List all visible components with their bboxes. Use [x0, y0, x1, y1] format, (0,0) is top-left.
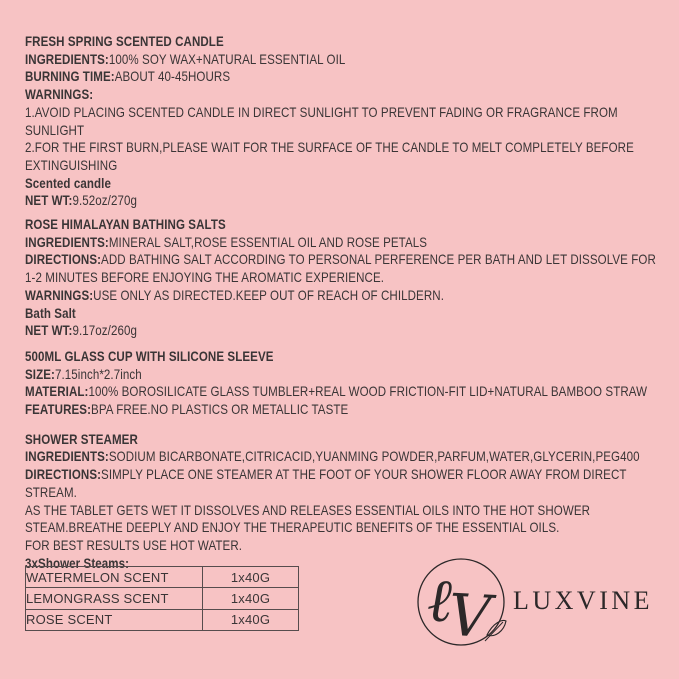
- section-bathing-salts: [25, 216, 679, 340]
- scent-cell: ROSE SCENT: [26, 609, 203, 630]
- text-line: 3xShower Steams:: [25, 555, 130, 571]
- text-line: NET WT:9.17oz/260g: [25, 323, 138, 339]
- table-row: [26, 609, 299, 630]
- text-line: MATERIAL:100% BOROSILICATE GLASS TUMBLER+REAL WOOD FRICTION-FIT LID+NATURAL BAMBOO STRAW: [25, 384, 648, 400]
- section-glass-cup: [25, 348, 679, 419]
- text-line: FEATURES:BPA FREE.NO PLASTICS OR METALLIC TASTE: [25, 402, 349, 418]
- text-line: STEAM.BREATHE DEEPLY AND ENJOY THE THERAPEUTIC BENEFITS OF THE ESSENTIAL OILS.: [25, 520, 560, 536]
- monogram-letter-l: ℓ: [427, 566, 452, 636]
- section-title: FRESH SPRING SCENTED CANDLE: [25, 34, 224, 49]
- text-line: DIRECTIONS:ADD BATHING SALT ACCORDING TO PERSONAL PERFERENCE PER BATH AND LET DISSOLVE FOR: [25, 252, 656, 268]
- text-line: SIZE:7.15inch*2.7inch: [25, 366, 142, 382]
- text-line: INGREDIENTS:MINERAL SALT,ROSE ESSENTIAL OIL AND ROSE PETALS: [25, 234, 428, 250]
- brand-name: LUXVINE: [513, 586, 654, 615]
- shower-steamer-table: [25, 566, 299, 631]
- text-line: 2.FOR THE FIRST BURN,PLEASE WAIT FOR THE SURFACE OF THE CANDLE TO MELT COMPLETELY BEFORE: [25, 140, 634, 156]
- text-line: WARNINGS:USE ONLY AS DIRECTED.KEEP OUT OF REACH OF CHILDERN.: [25, 287, 445, 303]
- text-line: NET WT:9.52oz/270g: [25, 193, 138, 209]
- text-line: STREAM.: [25, 484, 77, 500]
- text-line: 1-2 MINUTES BEFORE ENJOYING THE AROMATIC EXPERIENCE.: [25, 270, 385, 286]
- qty-cell: 1x40G: [203, 588, 299, 609]
- text-line: DIRECTIONS:SIMPLY PLACE ONE STEAMER AT THE FOOT OF YOUR SHOWER FLOOR AWAY FROM DIRECT: [25, 467, 627, 483]
- qty-cell: 1x40G: [203, 609, 299, 630]
- luxvine-logo: [403, 549, 663, 664]
- section-title: ROSE HIMALAYAN BATHING SALTS: [25, 217, 226, 233]
- scent-cell: LEMONGRASS SCENT: [26, 588, 203, 609]
- label-text-content: [25, 33, 679, 572]
- table-row: [26, 567, 299, 588]
- section-title: SHOWER STEAMER: [25, 431, 138, 447]
- text-line: WARNINGS:: [25, 87, 94, 103]
- lv-monogram-icon: [403, 549, 515, 657]
- text-line: Bath Salt: [25, 305, 76, 321]
- scent-cell: WATERMELON SCENT: [26, 567, 203, 588]
- text-line: SUNLIGHT: [25, 122, 85, 138]
- text-line: AS THE TABLET GETS WET IT DISSOLVES AND RELEASES ESSENTIAL OILS INTO THE HOT SHOWER: [25, 502, 591, 518]
- table-row: [26, 588, 299, 609]
- monogram-letter-v: V: [446, 580, 493, 651]
- text-line: 1.AVOID PLACING SCENTED CANDLE IN DIRECT SUNLIGHT TO PREVENT FADING OR FRAGRANCE FROM: [25, 104, 618, 120]
- text-line: EXTINGUISHING: [25, 157, 118, 173]
- section-title: 500ML GLASS CUP WITH SILICONE SLEEVE: [25, 348, 274, 364]
- qty-cell: 1x40G: [203, 567, 299, 588]
- text-line: INGREDIENTS:100% SOY WAX+NATURAL ESSENTIAL OIL: [25, 51, 346, 67]
- text-line: FOR BEST RESULTS USE HOT WATER.: [25, 537, 243, 553]
- text-line: Scented candle: [25, 175, 111, 191]
- text-line: INGREDIENTS:SODIUM BICARBONATE,CITRICACID,YUANMING POWDER,PARFUM,WATER,GLYCERIN,PEG400: [25, 449, 640, 465]
- text-line: BURNING TIME:ABOUT 40-45HOURS: [25, 69, 231, 85]
- section-scented-candle: [25, 33, 679, 210]
